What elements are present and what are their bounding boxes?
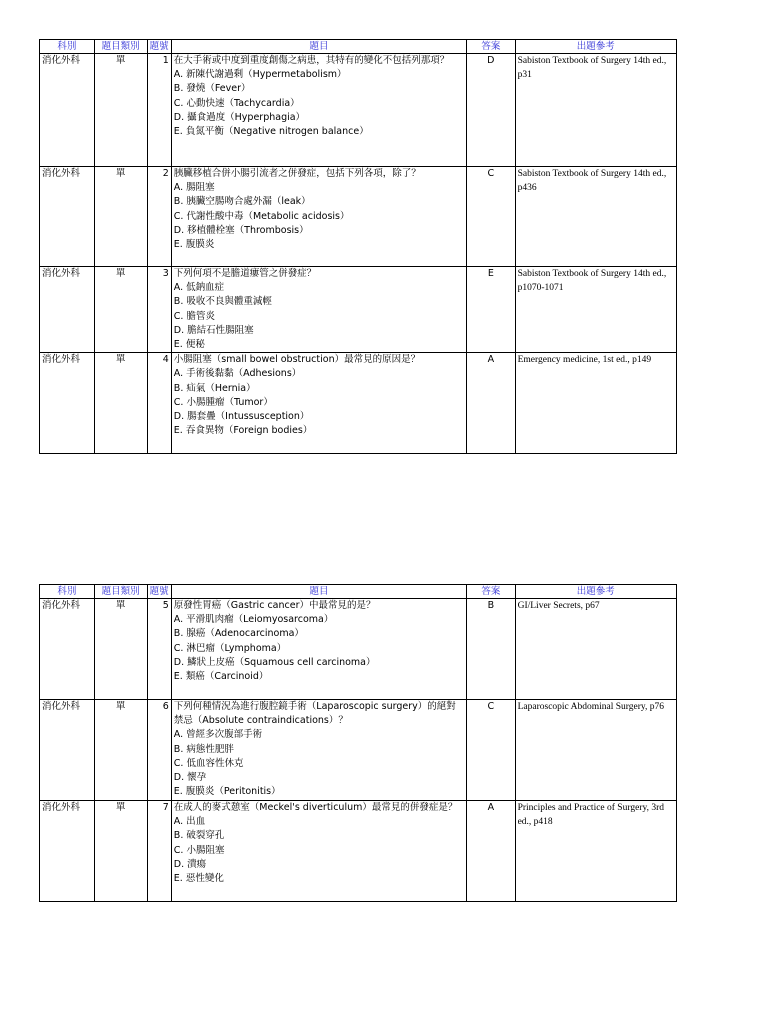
number-cell: 2 xyxy=(147,167,171,267)
option-e: E. 腹膜炎（Peritonitis） xyxy=(173,786,281,798)
header-number: 題號 xyxy=(147,40,171,54)
reference-cell: GI/Liver Secrets, p67 xyxy=(515,599,676,700)
reference-cell: Emergency medicine, 1st ed., p149 xyxy=(515,353,676,454)
number-cell: 5 xyxy=(147,599,171,700)
option-d: D. 懷孕 xyxy=(173,772,207,784)
option-d: D. 膽結石性腸阻塞 xyxy=(173,324,254,336)
header-question: 題目 xyxy=(171,585,466,599)
subject-cell: 消化外科 xyxy=(40,353,95,454)
question-text: 小腸阻塞（small bowel obstruction）最常見的原因是？ xyxy=(173,354,421,366)
header-row xyxy=(40,40,677,54)
option-b: B. 吸收不良與體重減輕 xyxy=(173,296,272,308)
question-cell xyxy=(171,801,466,902)
type-cell: 單 xyxy=(94,267,147,353)
answer-cell: A xyxy=(467,353,516,454)
header-type: 題目類別 xyxy=(94,585,147,599)
question-table-2 xyxy=(39,584,677,902)
question-cell xyxy=(171,700,466,801)
subject-cell: 消化外科 xyxy=(40,599,95,700)
option-a: A. 曾經多次腹部手術 xyxy=(173,729,263,741)
header-answer: 答案 xyxy=(467,40,516,54)
question-table-1 xyxy=(39,39,677,454)
subject-cell: 消化外科 xyxy=(40,267,95,353)
option-b: B. 發燒（Fever） xyxy=(173,83,251,95)
option-a: A. 低鈉血症 xyxy=(173,282,225,294)
question-text: 胰臟移植合併小腸引流者之併發症，包括下列各項，除了？ xyxy=(173,168,421,179)
option-c: C. 低血容性休克 xyxy=(173,757,244,769)
header-number: 題號 xyxy=(147,585,171,599)
subject-cell: 消化外科 xyxy=(40,167,95,267)
question-cell xyxy=(171,267,466,353)
option-d: D. 腸套疊（Intussusception） xyxy=(173,411,310,423)
header-type: 題目類別 xyxy=(94,40,147,54)
option-b: B. 破裂穿孔 xyxy=(173,830,225,842)
header-reference: 出題參考 xyxy=(515,585,676,599)
reference-cell: Sabiston Textbook of Surgery 14th ed., p31 xyxy=(515,54,676,167)
subject-cell: 消化外科 xyxy=(40,801,95,902)
option-c: C. 代謝性酸中毒（Metabolic acidosis） xyxy=(173,210,350,222)
option-c: C. 小腸腫瘤（Tumor） xyxy=(173,396,273,408)
option-b: B. 病態性肥胖 xyxy=(173,743,234,755)
answer-cell: C xyxy=(467,700,516,801)
option-b: B. 疝氣（Hernia） xyxy=(173,382,256,394)
header-subject: 科別 xyxy=(40,40,95,54)
header-reference: 出題參考 xyxy=(515,40,676,54)
header-subject: 科別 xyxy=(40,585,95,599)
question-cell xyxy=(171,167,466,267)
question-text: 原發性胃癌（Gastric cancer）中最常見的是？ xyxy=(173,600,376,611)
option-c: C. 淋巴瘤（Lymphoma） xyxy=(173,642,287,654)
type-cell: 單 xyxy=(94,700,147,801)
option-c: C. 心動快速（Tachycardia） xyxy=(173,97,300,109)
number-cell: 1 xyxy=(147,54,171,167)
option-e: E. 類癌（Carcinoid） xyxy=(173,671,269,683)
table-row xyxy=(40,599,677,700)
reference-cell: Laparoscopic Abdominal Surgery, p76 xyxy=(515,700,676,801)
option-e: E. 腹膜炎 xyxy=(173,239,215,251)
header-answer: 答案 xyxy=(467,585,516,599)
option-e: E. 便秘 xyxy=(173,339,205,351)
type-cell: 單 xyxy=(94,599,147,700)
question-cell xyxy=(171,54,466,167)
question-text: 下列何種情況為進行腹腔鏡手術（Laparoscopic surgery）的絕對禁忌（Absolute contraindications）？ xyxy=(173,701,456,727)
question-text: 下列何項不是膽道瘻管之併發症？ xyxy=(173,268,317,279)
option-b: B. 腺癌（Adenocarcinoma） xyxy=(173,628,304,640)
option-e: E. 負氮平衡（Negative nitrogen balance） xyxy=(173,126,369,138)
option-d: D. 鱗狀上皮癌（Squamous cell carcinoma） xyxy=(173,656,376,668)
table-row xyxy=(40,353,677,454)
option-b: B. 胰臟空腸吻合處外漏（leak） xyxy=(173,196,311,208)
table-row xyxy=(40,167,677,267)
table-row xyxy=(40,700,677,801)
type-cell: 單 xyxy=(94,167,147,267)
table-row xyxy=(40,801,677,902)
answer-cell: E xyxy=(467,267,516,353)
table-row xyxy=(40,54,677,167)
option-a: A. 出血 xyxy=(173,816,206,828)
option-a: A. 手術後黏黏（Adhesions） xyxy=(173,368,302,380)
question-text: 在成人的麥式憩室（Meckel's diverticulum）最常見的併發症是？ xyxy=(173,802,458,813)
option-c: C. 小腸阻塞 xyxy=(173,844,225,856)
option-e: E. 吞食異物（Foreign bodies） xyxy=(173,425,313,437)
option-d: D. 攝食過度（Hyperphagia） xyxy=(173,111,306,123)
option-a: A. 腸阻塞 xyxy=(173,182,215,194)
header-row xyxy=(40,585,677,599)
question-cell xyxy=(171,599,466,700)
number-cell: 6 xyxy=(147,700,171,801)
reference-cell: Sabiston Textbook of Surgery 14th ed., p1070-1071 xyxy=(515,267,676,353)
option-d: D. 移植體栓塞（Thrombosis） xyxy=(173,224,309,236)
type-cell: 單 xyxy=(94,801,147,902)
type-cell: 單 xyxy=(94,54,147,167)
number-cell: 7 xyxy=(147,801,171,902)
subject-cell: 消化外科 xyxy=(40,700,95,801)
number-cell: 3 xyxy=(147,267,171,353)
answer-cell: D xyxy=(467,54,516,167)
question-cell xyxy=(171,353,466,454)
option-e: E. 惡性變化 xyxy=(173,873,224,885)
number-cell: 4 xyxy=(147,353,171,454)
answer-cell: B xyxy=(467,599,516,700)
reference-cell: Sabiston Textbook of Surgery 14th ed., p436 xyxy=(515,167,676,267)
type-cell: 單 xyxy=(94,353,147,454)
answer-cell: C xyxy=(467,167,516,267)
header-question: 題目 xyxy=(171,40,466,54)
subject-cell: 消化外科 xyxy=(40,54,95,167)
option-c: C. 膽管炎 xyxy=(173,310,215,322)
option-d: D. 潰瘍 xyxy=(173,858,207,870)
answer-cell: A xyxy=(467,801,516,902)
option-a: A. 新陳代謝過剩（Hypermetabolism） xyxy=(173,69,347,81)
question-text: 在大手術或中度到重度創傷之病患，其特有的變化不包括列那項？ xyxy=(173,55,450,66)
reference-cell: Principles and Practice of Surgery, 3rd ed., p418 xyxy=(515,801,676,902)
option-a: A. 平滑肌肉瘤（Leiomyosarcoma） xyxy=(173,614,334,626)
table-row xyxy=(40,267,677,353)
